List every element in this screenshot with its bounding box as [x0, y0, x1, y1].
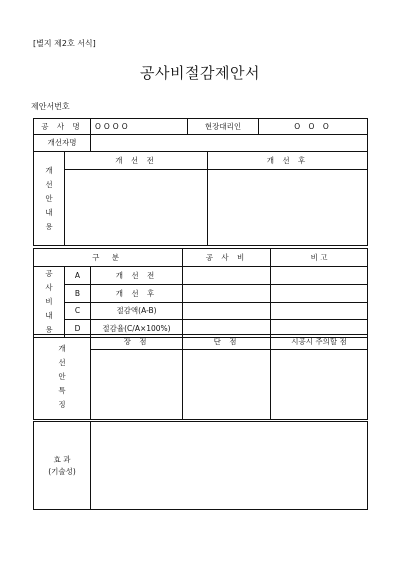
row-label: 개 선 전 — [91, 267, 183, 285]
row-cost-cell[interactable] — [183, 303, 271, 320]
cost-section-label — [34, 267, 65, 338]
row-code: A — [65, 267, 91, 285]
proposer-label: 개선자명 — [34, 135, 91, 152]
improvement-content-table — [33, 151, 368, 246]
annex-label: [별지 제2호 서식] — [33, 39, 96, 48]
row-code: C — [65, 303, 91, 320]
site-agent-label: 현장대리인 — [188, 119, 259, 135]
row-cost-cell[interactable] — [183, 285, 271, 303]
effect-table — [33, 421, 368, 510]
proposer-value[interactable] — [91, 135, 368, 152]
row-note-cell[interactable] — [271, 267, 368, 285]
effect-label-line1: 효 과 — [53, 454, 71, 464]
cons-header: 단 점 — [183, 335, 271, 350]
after-content-cell[interactable] — [208, 170, 368, 246]
project-name-label: 공 사 명 — [34, 119, 91, 135]
before-header: 개 선 전 — [65, 152, 208, 170]
effect-label — [34, 422, 91, 510]
after-header: 개 선 후 — [208, 152, 368, 170]
row-code: D — [65, 319, 91, 337]
row-note-cell[interactable] — [271, 285, 368, 303]
row-label: 개 선 후 — [91, 285, 183, 303]
before-content-cell[interactable] — [65, 170, 208, 246]
row-label: 절감액(A-B) — [91, 303, 183, 320]
features-table — [33, 334, 368, 420]
pros-header: 장 점 — [91, 335, 183, 350]
col-note-header: 비 고 — [271, 249, 368, 267]
features-section-label — [34, 335, 91, 420]
cost-section-text: 공 사 비 내 용 — [45, 269, 53, 334]
cost-table — [33, 248, 368, 338]
proposal-number-label: 제안서번호 — [31, 102, 70, 111]
page-title: 공사비절감제안서 — [140, 64, 260, 82]
header-info-table — [33, 118, 368, 152]
effect-label-line2: (기술성) — [48, 466, 76, 476]
improvement-section-label — [34, 152, 65, 246]
features-section-text: 개 선 안 특 징 — [58, 344, 66, 409]
row-label: 절감율(C/A×100%) — [91, 319, 183, 337]
caution-content-cell[interactable] — [271, 350, 368, 420]
pros-content-cell[interactable] — [91, 350, 183, 420]
col-category-header: 구 분 — [34, 249, 183, 267]
row-cost-cell[interactable] — [183, 267, 271, 285]
project-name-value[interactable]: OOOO — [91, 119, 188, 135]
improvement-section-text: 개 선 안 내 용 — [45, 165, 53, 231]
col-cost-header: 공 사 비 — [183, 249, 271, 267]
row-code: B — [65, 285, 91, 303]
caution-header: 시공시 주의할 점 — [271, 335, 368, 350]
site-agent-value[interactable]: O O O — [259, 119, 368, 135]
row-note-cell[interactable] — [271, 303, 368, 320]
cons-content-cell[interactable] — [183, 350, 271, 420]
effect-content-cell[interactable] — [91, 422, 368, 510]
